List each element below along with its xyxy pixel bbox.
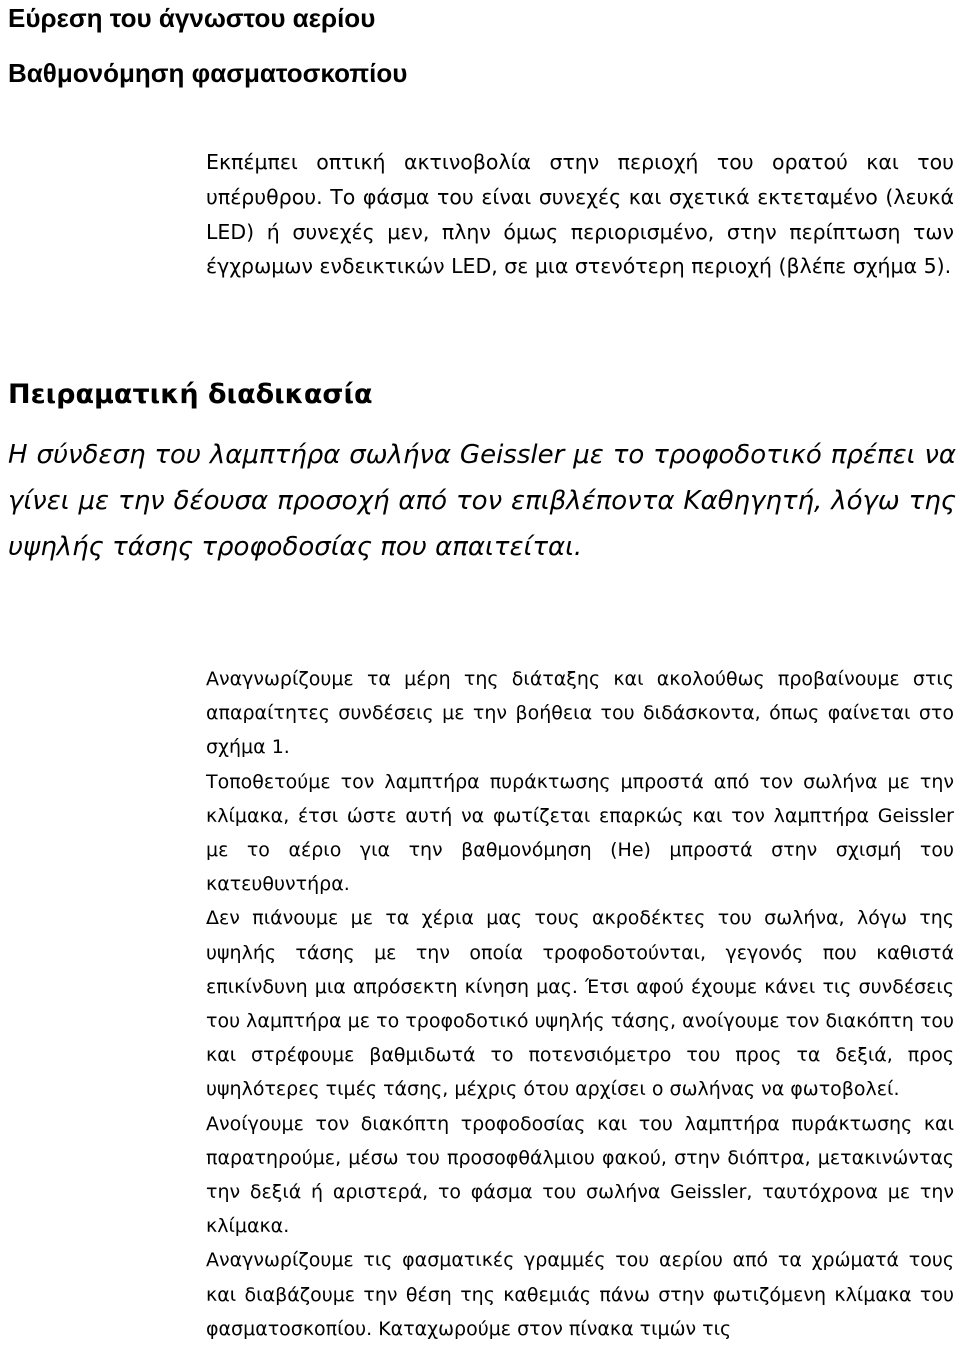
procedure-step: Αναγνωρίζουμε τα μέρη της διάταξης και ακολούθως προβαίνουμε στις απαραίτητες συνδέσεις με την βοήθεια του διδάσκοντα, όπως φαίνεται στο σχήμα 1. (206, 668, 954, 759)
procedure-step: Ανοίγουμε τον διακόπτη τροφοδοσίας και του λαμπτήρα πυράκτωσης και παρατηρούμε, μέσω του προσοφθάλμιου φακού, στην διόπτρα, μετακινώντας την δεξιά ή αριστερά, το φάσμα του σωλήνα Geissler, ταυτόχρονα με την κλίμακα. (206, 1112, 954, 1238)
procedure-step: Αναγνωρίζουμε τις φασματικές γραμμές του αερίου από τα χρώματά τους και διαβάζουμε την θέση της καθεμιάς πάνω στην φωτιζόμενη κλίμακα του φασματοσκοπίου. Καταχωρούμε στον πίνακα τιμών τις (206, 1249, 954, 1340)
intro-paragraph: Εκπέμπει οπτική ακτινοβολία στην περιοχή του ορατού και του υπέρυθρου. Το φάσμα του είναι συνεχές και σχετικά εκτεταμένο (λευκά LED) ή συνεχές μεν, πλην όμως περιορισμένο, στην περίπτωση των έγχρωμων ενδεικτικών LED, σε μια στενότερη περιοχή (βλέπε σχήμα 5). (206, 150, 954, 279)
procedure-heading: Πειραματική διαδικασία (8, 379, 373, 410)
procedure-step: Τοποθετούμε τον λαμπτήρα πυράκτωσης μπροστά από τον σωλήνα με την κλίμακα, έτσι ώστε αυτή να φωτίζεται επαρκώς και τον λαμπτήρα Geissler με το αέριο για την βαθμονόμηση (He) μπροστά στην σχισμή του κατευθυντήρα. (206, 770, 954, 896)
section-subtitle: Βαθμονόμηση φασματοσκοπίου (8, 58, 408, 88)
procedure-step: Δεν πιάνουμε με τα χέρια μας τους ακροδέκτες του σωλήνα, λόγω της υψηλής τάσης με την οποία τροφοδοτούνται, γεγονός που καθιστά επικίνδυνη μια απρόσεκτη κίνηση μας. Έτσι αφού έχουμε κάνει τις συνδέσεις του λαμπτήρα με το τροφοδοτικό υψηλής τάσης, ανοίγουμε τον διακόπτη του και στρέφουμε βαθμιδωτά το ποτενσιόμετρο του προς τα δεξιά, προς υψηλότερες τιμές τάσης, μέχρις ότου αρχίσει ο σωλήνας να φωτοβολεί. (206, 907, 954, 1101)
document-title: Εύρεση του άγνωστου αερίου (8, 3, 376, 33)
safety-warning: Η σύνδεση του λαμπτήρα σωλήνα Geissler με το τροφοδοτικό πρέπει να γίνει με την δέουσα προσοχή από τον επιβλέποντα Καθηγητή, λόγω της υψηλής τάσης τροφοδοσίας που απαιτείται. (8, 440, 956, 562)
procedure-steps (206, 662, 954, 1346)
